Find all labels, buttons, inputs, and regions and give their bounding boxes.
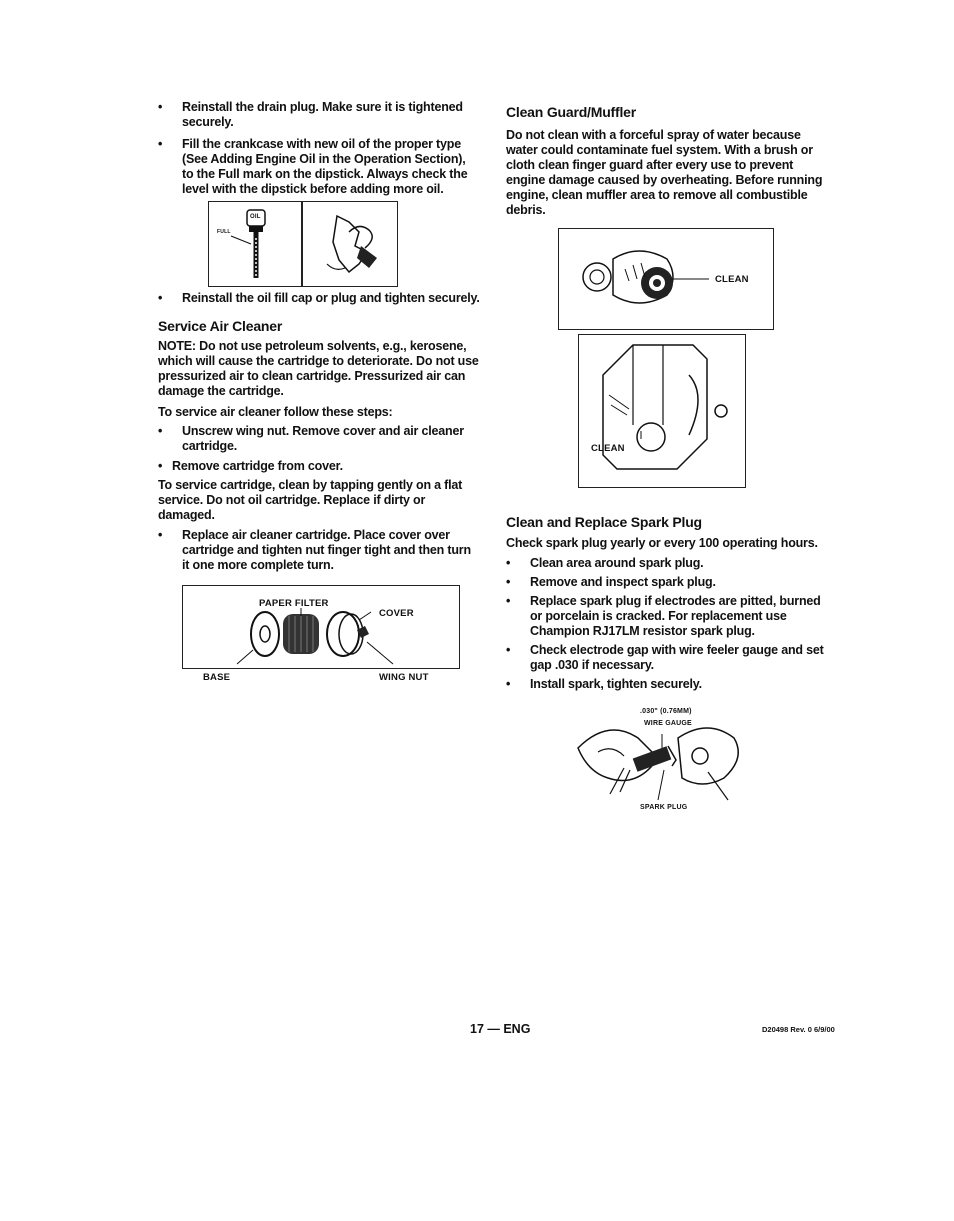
list-item (506, 556, 832, 571)
spark-plug-figure (568, 708, 758, 818)
air-cleaner-figure (182, 585, 460, 683)
clean-label: CLEAN (591, 443, 625, 454)
list-item (506, 643, 832, 673)
bullet: • (506, 677, 511, 691)
list-item (158, 100, 480, 130)
oil-cap-label: OIL (250, 214, 261, 220)
muffler-figure-bottom (578, 334, 746, 488)
full-mark-label: FULL (217, 229, 231, 235)
paper-filter-label: PAPER FILTER (259, 598, 329, 609)
section-heading: Service Air Cleaner (158, 318, 283, 334)
section-heading: Clean Guard/Muffler (506, 104, 636, 120)
spark-steps (506, 556, 832, 692)
document-code: D20498 Rev. 0 6/9/00 (762, 1025, 835, 1034)
step-text: Check electrode gap with wire feeler gauge and set gap .030 if necessary. (530, 643, 824, 672)
gap-label: .030" (0.76MM) (640, 708, 692, 715)
cover-label: COVER (379, 608, 414, 619)
step-text: Install spark, tighten securely. (530, 677, 702, 691)
bullet: • (158, 100, 163, 114)
bullet: • (158, 424, 163, 438)
section-heading: Clean and Replace Spark Plug (506, 514, 702, 530)
spark-intro: Check spark plug yearly or every 100 operating hours. (506, 536, 818, 550)
step-text: Replace spark plug if electrodes are pitted, burned or porcelain is cracked. For replacement use Champion RJ17LM resistor spark plug. (530, 594, 821, 638)
list-item (506, 594, 832, 639)
dipstick-illustration (209, 202, 397, 286)
bullet: • (506, 575, 511, 589)
list-item (158, 528, 480, 573)
cap-step-list (158, 291, 480, 306)
step-text: Clean area around spark plug. (530, 556, 704, 570)
spark-plug-label: SPARK PLUG (640, 804, 688, 811)
bullet: • (158, 137, 163, 151)
left-column (158, 100, 480, 683)
list-item (506, 677, 832, 692)
list-item (158, 291, 480, 306)
steps-intro: To service air cleaner follow these steps: (158, 405, 393, 419)
air-cleaner-steps (158, 424, 480, 474)
list-item (158, 424, 480, 454)
bullet: • (506, 556, 511, 570)
page-number: 17 — ENG (470, 1022, 531, 1036)
step-text: Unscrew wing nut. Remove cover and air cleaner cartridge. (182, 424, 464, 453)
clean-label: CLEAN (715, 274, 749, 285)
bullet: • (158, 528, 163, 542)
step-text: Remove and inspect spark plug. (530, 575, 716, 589)
step-text: Remove cartridge from cover. (172, 459, 343, 473)
step-text: Replace air cleaner cartridge. Place cover over cartridge and tighten nut finger tight and then turn it one more complete turn. (182, 528, 471, 572)
oil-steps-list (158, 100, 480, 197)
list-item (158, 137, 480, 197)
bullet: • (506, 594, 511, 608)
note-text: NOTE: Do not use petroleum solvents, e.g., kerosene, which will cause the cartridge to deteriorate. Do not use pressurized air to clean cartridge. Pressurized air can damage the cartridge. (158, 339, 479, 398)
list-item (506, 575, 832, 590)
dipstick-figure (208, 201, 398, 287)
final-step-list (158, 528, 480, 573)
muffler-figure-top (558, 228, 774, 330)
right-column (506, 104, 832, 818)
service-text: To service cartridge, clean by tapping gently on a flat service. Do not oil cartridge. Replace if dirty or damaged. (158, 478, 463, 522)
bullet: • (158, 459, 163, 473)
muffler-illustration (579, 335, 745, 487)
step-text: Fill the crankcase with new oil of the proper type (See Adding Engine Oil in the Operation Section), to the Full mark on the dipstick. Always check the level with the dipstick before adding more oil. (182, 137, 468, 196)
bullet: • (158, 291, 163, 305)
base-label: BASE (203, 672, 231, 683)
gauge-label: WIRE GAUGE (644, 720, 692, 727)
list-item (158, 459, 480, 474)
wing-nut-label: WING NUT (379, 672, 429, 683)
step-text: Reinstall the oil fill cap or plug and tighten securely. (182, 291, 480, 305)
step-text: Reinstall the drain plug. Make sure it is tightened securely. (182, 100, 463, 129)
muffler-body: Do not clean with a forceful spray of water because water could contaminate fuel system. With a brush or cloth clean finger guard after every use to prevent engine damage caused by overheating. Before running engine, clean muffler area to remove all combustible debris. (506, 128, 823, 217)
bullet: • (506, 643, 511, 657)
